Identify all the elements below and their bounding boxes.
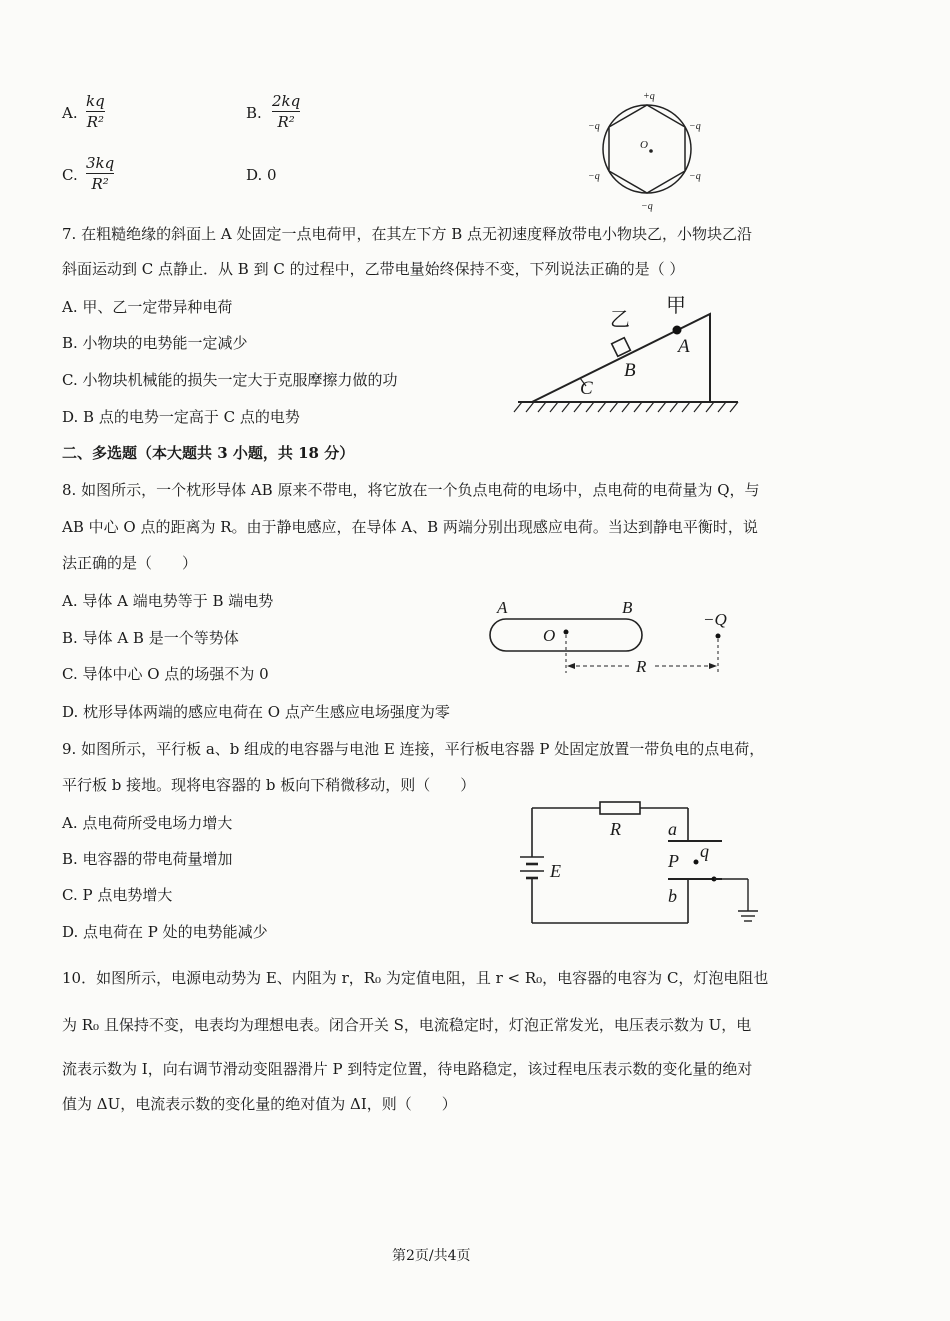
incline-point-b: B — [624, 360, 636, 381]
q9-option-d: D. 点电荷在 P 处的电势能减少 — [62, 923, 268, 941]
q10-stem-line-2: 为 R₀ 且保持不变，电表均为理想电表。闭合开关 S，电流稳定时，灯泡正常发光，电压表示数为 U，电 — [62, 1016, 752, 1034]
q6-option-b-label: B. — [246, 104, 262, 122]
q7-option-b: B. 小物块的电势能一定减少 — [62, 334, 248, 352]
q8-stem-line-1: 8. 如图所示，一个枕形导体 AB 原来不带电，将它放在一个负点电荷的电场中，点电荷的电荷量为 Q，与 — [62, 481, 760, 499]
q8-option-a: A. 导体 A 端电势等于 B 端电势 — [62, 592, 274, 610]
hexagon-right-bottom-charge: −q — [689, 171, 701, 182]
circuit-resistor-r: R — [610, 819, 621, 839]
q6-option-b-fraction — [272, 92, 300, 131]
q6-option-d: D. 0 — [246, 166, 277, 184]
page-footer: 第2页/共4页 — [392, 1248, 471, 1264]
q9-stem-line-2: 平行板 b 接地。现将电容器的 b 板向下稍微移动，则（ ） — [62, 776, 476, 794]
q9-stem-line-1: 9. 如图所示，平行板 a、b 组成的电容器与电池 E 连接，平行板电容器 P 处固定放置一带负电的点电荷， — [62, 740, 765, 758]
q6-option-c-label: C. — [62, 166, 78, 184]
capacitor-charge-q: q — [700, 841, 709, 861]
incline-point-a: A — [678, 336, 690, 357]
conductor-end-b: B — [622, 598, 633, 617]
distance-r-label: R — [636, 657, 647, 676]
q6-option-a-numerator: kq — [86, 92, 105, 110]
capacitor-point-p: P — [668, 851, 679, 871]
q10-stem-line-3: 流表示数为 I，向右调节滑动变阻器滑片 P 到特定位置，待电路稳定，该过程电压表示数的变化量的绝对 — [62, 1060, 753, 1078]
q7-option-d: D. B 点的电势一定高于 C 点的电势 — [62, 408, 300, 426]
pillow-conductor-figure — [485, 595, 735, 685]
q7-stem-line-2: 斜面运动到 C 点静止．从 B 到 C 的过程中，乙带电量始终保持不变，下列说法正确的是（ ） — [62, 260, 685, 278]
q8-option-c: C. 导体中心 O 点的场强不为 0 — [62, 665, 269, 683]
q9-option-b: B. 电容器的带电荷量增加 — [62, 850, 233, 868]
q9-option-a: A. 点电荷所受电场力增大 — [62, 814, 233, 832]
q6-option-c-denominator: R² — [91, 175, 109, 193]
q8-stem-line-3: 法正确的是（ ） — [62, 554, 198, 572]
q7-stem-line-1: 7. 在粗糙绝缘的斜面上 A 处固定一点电荷甲，在其左下方 B 点无初速度释放带电小物块乙，小物块乙沿 — [62, 225, 753, 243]
hexagon-left-top-charge: −q — [588, 121, 600, 132]
q6-option-a-denominator: R² — [86, 113, 104, 131]
q6-option-a-label: A. — [62, 104, 78, 122]
q6-option-a-fraction — [86, 92, 105, 131]
capacitor-circuit-figure — [510, 795, 770, 935]
hexagon-left-bottom-charge: −q — [588, 171, 600, 182]
q8-stem-line-2: AB 中心 O 点的距离为 R。由于静电感应，在导体 A、B 两端分别出现感应电荷。当达到静电平衡时，说 — [62, 518, 758, 536]
hexagon-top-charge: +q — [643, 91, 655, 102]
q9-option-c: C. P 点电势增大 — [62, 886, 173, 904]
hexagon-center-label: O — [640, 139, 648, 151]
conductor-center-o: O — [543, 626, 556, 645]
conductor-end-a: A — [497, 598, 508, 617]
q6-option-b-numerator: 2kq — [272, 92, 301, 110]
q8-option-b: B. 导体 A B 是一个等势体 — [62, 629, 239, 647]
q6-option-c-numerator: 3kq — [86, 154, 115, 172]
hexagon-bottom-charge: −q — [641, 201, 653, 212]
q6-option-c-fraction — [86, 154, 114, 193]
point-charge-q: −Q — [703, 610, 727, 629]
q7-option-a: A. 甲、乙一定带异种电荷 — [62, 298, 233, 316]
hexagon-right-top-charge: −q — [689, 121, 701, 132]
circuit-battery-e: E — [550, 861, 561, 881]
q10-stem-line-4: 值为 ΔU，电流表示数的变化量的绝对值为 ΔI，则（ ） — [62, 1095, 457, 1113]
q8-option-d: D. 枕形导体两端的感应电荷在 O 点产生感应电场强度为零 — [62, 703, 450, 721]
incline-yi-label: 乙 — [610, 309, 630, 331]
incline-point-c: C — [580, 378, 593, 399]
section-2-heading: 二、多选题（本大题共 3 小题，共 18 分） — [62, 444, 355, 462]
hexagon-charge-figure — [585, 85, 710, 215]
q7-option-c: C. 小物块机械能的损失一定大于克服摩擦力做的功 — [62, 371, 398, 389]
capacitor-plate-b: b — [668, 886, 677, 906]
incline-jia-label: 甲 — [666, 295, 686, 317]
capacitor-plate-a: a — [668, 819, 677, 839]
incline-figure — [510, 290, 745, 420]
q10-stem-line-1: 10．如图所示，电源电动势为 E、内阻为 r，R₀ 为定值电阻，且 r < R₀，电容器的电容为 C，灯泡电阻也 — [62, 969, 769, 987]
q6-option-b-denominator: R² — [277, 113, 295, 131]
